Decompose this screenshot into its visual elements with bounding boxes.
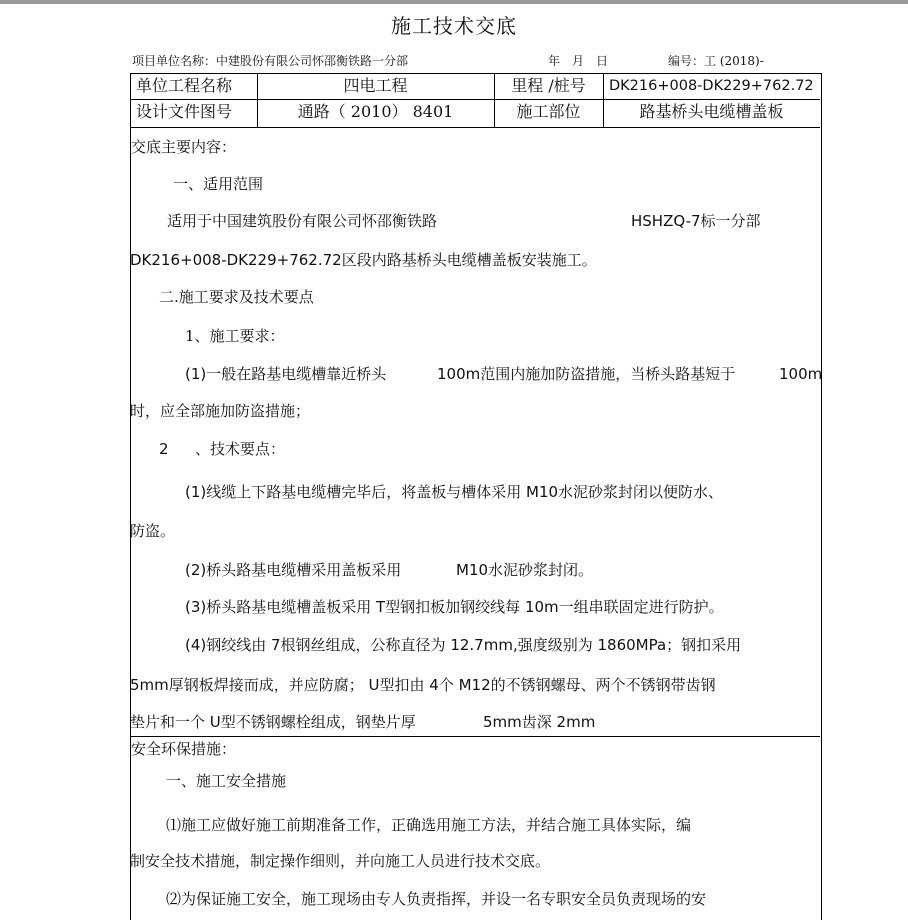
- scope-text-line1a: 适用于中国建筑股份有限公司怀邵衡铁路: [167, 212, 438, 230]
- tech-point-4-line2: 5mm厚钢板焊接而成，并应防腐； U型扣由 4个 M12的不锈钢螺母、两个不锈钢带齿钢: [130, 676, 716, 694]
- section-scope-title: 一、适用范围: [173, 175, 264, 193]
- tech-point-4-line3b: 5mm齿深 2mm: [483, 713, 596, 731]
- table-row: [130, 74, 820, 100]
- safety-measures-title: 一、施工安全措施: [166, 772, 287, 790]
- requirement-1-part3: 100m: [779, 365, 823, 383]
- tech-point-4-line3: 垫片和一个 U型不锈钢螺栓组成，钢垫片厚: [130, 713, 416, 731]
- safety-item-1-line1: ⑴施工应做好施工前期准备工作，正确选用施工方法，并结合施工具体实际，编: [166, 816, 692, 834]
- scope-text-line2: DK216+008-DK229+762.72区段内路基桥头电缆槽盖板安装施工。: [130, 251, 597, 269]
- safety-heading: 安全环保措施：: [131, 740, 237, 758]
- tech-point-2-part1: (2)桥头路基电缆槽采用盖板采用: [185, 561, 402, 579]
- tech-point-4-line1: (4)钢绞线由 7根钢丝组成，公称直径为 12.7mm,强度级别为 1860MPa；钢扣采用: [185, 636, 742, 654]
- construction-part-value: 路基桥头电缆槽盖板: [639, 102, 784, 121]
- page-top-border: [0, 0, 908, 4]
- content-heading: 交底主要内容：: [131, 138, 237, 156]
- mileage-value: DK216+008-DK229+762.72: [609, 78, 814, 94]
- document-title: 施工技术交底: [391, 14, 517, 38]
- document-number: 编号：工 (2018)-: [668, 54, 764, 68]
- safety-item-1-line2: 制安全技术措施，制定操作细则，并向施工人员进行技术交底。: [130, 852, 551, 870]
- date-field: 年 月 日: [548, 54, 609, 68]
- design-drawing-value: 通路（ 2010） 8401: [297, 102, 454, 121]
- table-row: [130, 100, 820, 126]
- subsection-tech-title: 、技术要点：: [195, 440, 286, 458]
- section-requirements-title: 二.施工要求及技术要点: [159, 288, 314, 306]
- tech-point-1-line1: (1)线缆上下路基电缆槽完毕后，将盖板与槽体采用 M10水泥砂浆封闭以便防水、: [185, 483, 724, 501]
- unit-project-label: 单位工程名称: [136, 76, 233, 95]
- scope-text-line1b: HSHZQ-7标一分部: [631, 212, 761, 230]
- mileage-label: 里程 /桩号: [511, 76, 586, 95]
- table-line: [130, 127, 820, 128]
- section-divider: [130, 736, 820, 737]
- project-unit-name: 项目单位名称：中建股份有限公司怀邵衡铁路一分部: [132, 54, 409, 68]
- subsection-tech-number: 2: [159, 440, 169, 458]
- subsection-requirements: 1、施工要求：: [185, 327, 285, 345]
- design-drawing-label: 设计文件图号: [136, 102, 233, 121]
- tech-point-3: (3)桥头路基电缆槽盖板采用 T型钢扣板加钢绞线每 10m一组串联固定进行防护。: [185, 598, 724, 616]
- tech-point-2-part2: M10水泥砂浆封闭。: [456, 561, 594, 579]
- tech-point-1-line2: 防盗。: [130, 522, 176, 540]
- safety-item-2-line1: ⑵为保证施工安全，施工现场由专人负责指挥，并设一名专职安全员负责现场的安: [166, 890, 707, 908]
- requirement-1-part1: (1)一般在路基电缆槽靠近桥头: [185, 365, 387, 383]
- construction-part-label: 施工部位: [516, 102, 581, 121]
- requirement-1-line2: 时，应全部施加防盗措施；: [130, 402, 311, 420]
- unit-project-value: 四电工程: [343, 76, 408, 95]
- requirement-1-part2: 100m范围内施加防盗措施，当桥头路基短于: [437, 365, 736, 383]
